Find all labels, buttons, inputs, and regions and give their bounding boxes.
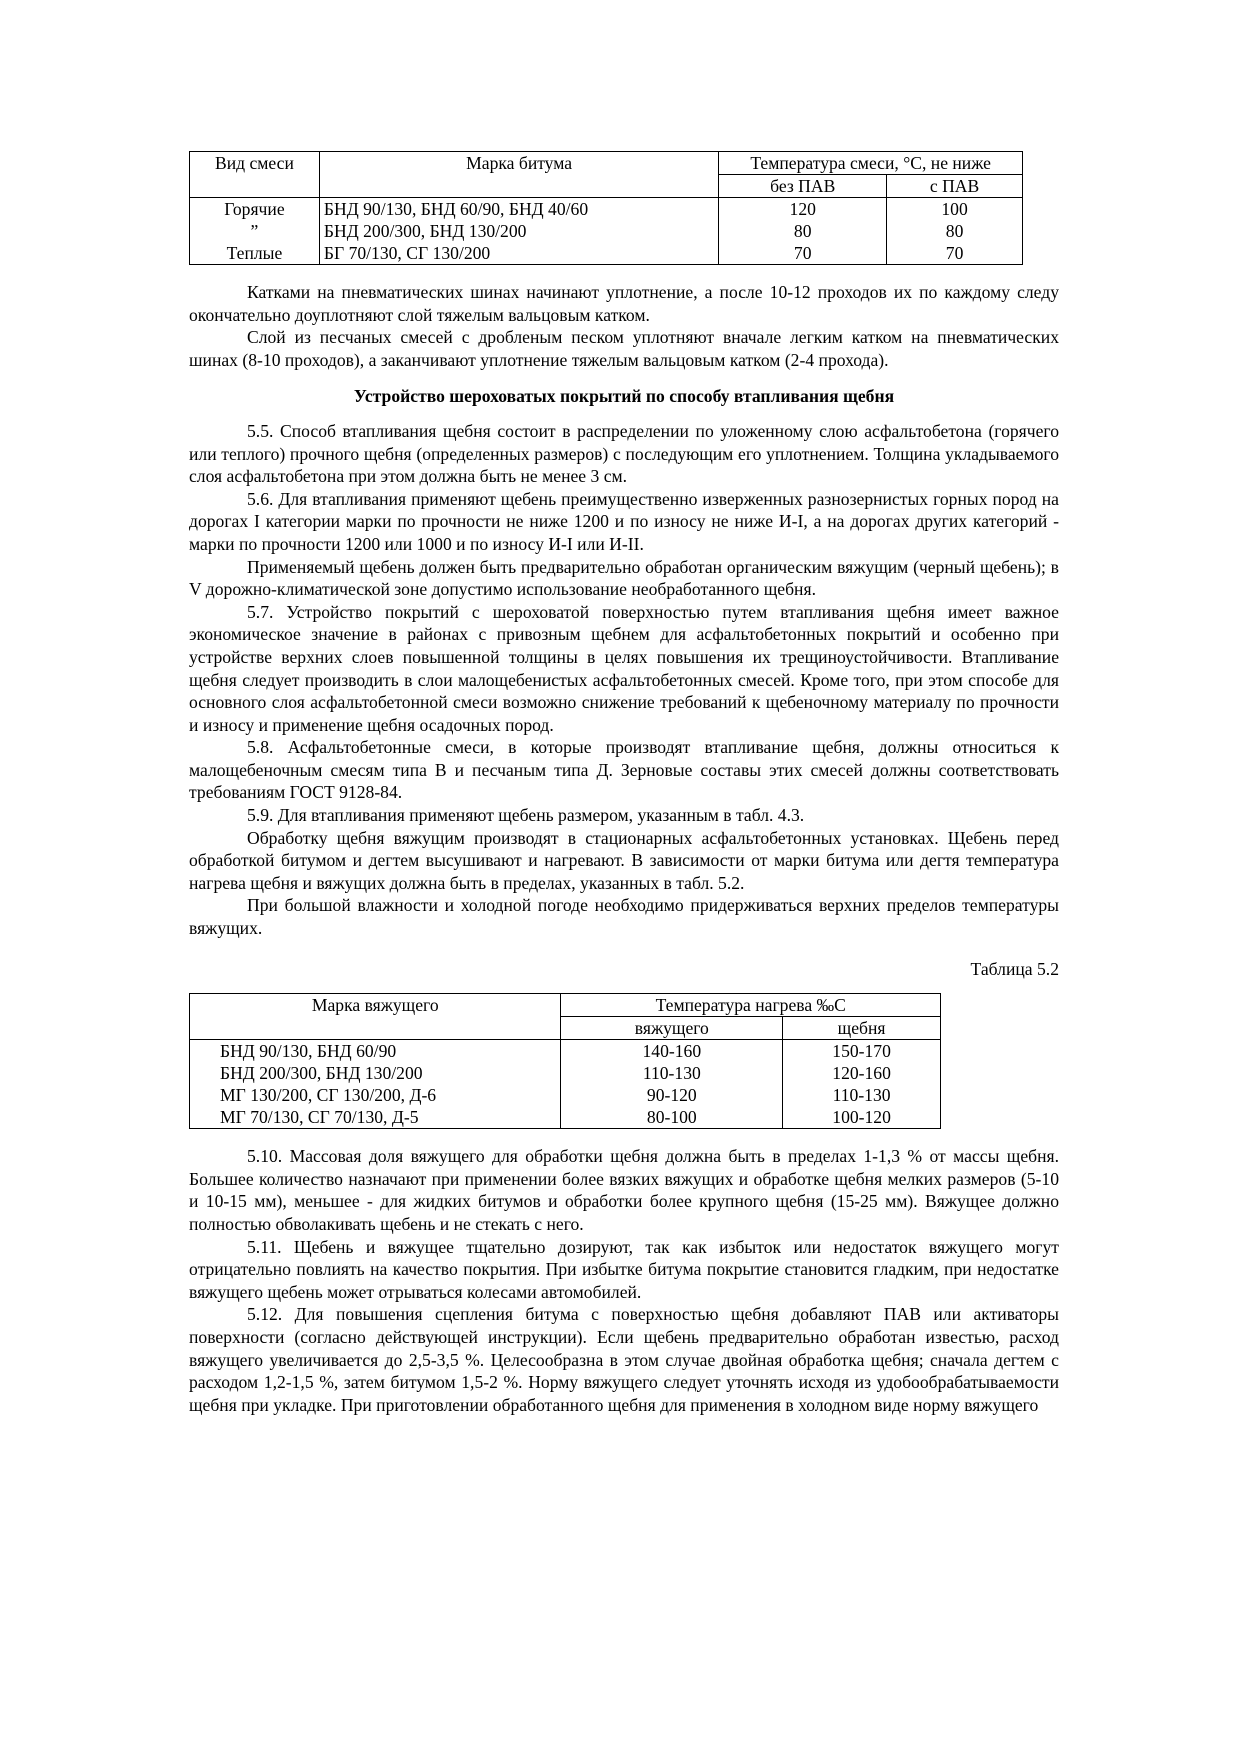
table2-body-grade: БНД 90/130, БНД 60/90 БНД 200/300, БНД 130/200 МГ 130/200, СГ 130/200, Д-6 МГ 70/130, СГ 70/130, Д-5 [190,1040,561,1129]
paragraph: 5.8. Асфальтобетонные смеси, в которые производят втапливание щебня, должны относиться к малощебеночным смесям типа В и песчаным типа Д. Зерновые составы этих смесей должны соответствовать требованиям ГОСТ 9128-84. [189,737,1059,803]
paragraph: 5.10. Массовая доля вяжущего для обработки щебня должна быть в пределах 1-1,3 % от массы щебня. Большее количество назначают при применении более вязких вяжущих и обработке щебня мелких размеров (5-10 и 10-15 мм), меньшее - для жидких битумов и обработки более крупного щебня (15-25 мм). Вяжущее должно полностью обволакивать щебень и не стекать с него. [189,1146,1059,1234]
table1-body-bitumen: БНД 90/130, БНД 60/90, БНД 40/60 БНД 200/300, БНД 130/200 БГ 70/130, СГ 130/200 [319,198,718,265]
table2-body-stone: 150-170 120-160 110-130 100-120 [783,1040,941,1129]
paragraph: 5.6. Для втапливания применяют щебень преимущественно изверженных разнозернистых горных пород на дорогах I категории марки по прочности не ниже 1200 и по износу не ниже И-I, а на дорогах других категорий - марки по прочности 1200 или 1000 и по износу И-I или И-II. [189,488,1059,554]
paragraph: При большой влажности и холодной погоде необходимо придерживаться верхних пределов температуры вяжущих. [189,895,1059,939]
table2-header-temperature: Температура нагрева ‰С [561,994,941,1017]
table1-header-with-surfactant: с ПАВ [887,175,1023,198]
paragraph: Обработку щебня вяжущим производят в стационарных асфальтобетонных установках. Щебень перед обработкой битумом и дегтем высушивают и нагревают. В зависимости от марки битума или дегтя температура нагрева щебня и вяжущих должна быть в пределах, указанных в табл. 5.2. [189,827,1059,893]
mix-temperature-table [189,151,1023,265]
table-row [190,198,1023,265]
table1-body-with: 100 80 70 [887,198,1023,265]
paragraph: Катками на пневматических шинах начинают уплотнение, а после 10-12 проходов их по каждому следу окончательно доуплотняют слой тяжелым вальцовым катком. [189,282,1059,325]
section-heading: Устройство шероховатых покрытий по способу втапливания щебня [353,386,895,407]
table1-header-temperature: Температура смеси, °С, не ниже [719,152,1023,175]
table2-header-binder-grade: Марка вяжущего [190,994,561,1040]
paragraph: Применяемый щебень должен быть предварительно обработан органическим вяжущим (черный щебень); в V дорожно-климатической зоне допустимо использование необработанного щебня. [189,556,1059,600]
heating-temperature-table [189,993,941,1129]
document-page [189,151,1059,1416]
paragraph: 5.11. Щебень и вяжущее тщательно дозируют, так как избыток или недостаток вяжущего могут отрицательно повлиять на качество покрытия. При избытке битума покрытие становится гладким, при недостатке вяжущего щебень может отрываться колесами автомобилей. [189,1236,1059,1302]
table1-header-without-surfactant: без ПАВ [719,175,887,198]
paragraph: 5.9. Для втапливания применяют щебень размером, указанным в табл. 4.3. [247,805,805,826]
paragraph: 5.5. Способ втапливания щебня состоит в распределении по уложенному слою асфальтобетона (горячего или теплого) прочного щебня (определенных размеров) с последующим его уплотнением. Толщина укладываемого слоя асфальтобетона при этом должна быть не менее 3 см. [189,420,1059,487]
table1-header-bitumen: Марка битума [319,152,718,198]
table1-body-without: 120 80 70 [719,198,887,265]
table-row [190,1040,941,1129]
table2-body-binder: 140-160 110-130 90-120 80-100 [561,1040,783,1129]
paragraph: 5.12. Для повышения сцепления битума с поверхностью щебня добавляют ПАВ или активаторы поверхности (согласно действующей инструкции). Если щебень предварительно обработан известью, расход вяжущего увеличивается до 2,5-3,5 %. Целесообразна в этом случае двойная обработка щебня; сначала дегтем с расходом 1,2-1,5 %, затем битумом 1,5-2 %. Норму вяжущего следует уточнять исходя из удобообрабатываемости щебня при укладке. При приготовлении обработанного щебня для применения в холодном виде норму вяжущего [189,1304,1059,1415]
table-caption: Таблица 5.2 [970,958,1059,979]
table1-header-mix-type: Вид смеси [190,152,320,198]
table1-body-type: Горячие ” Теплые [190,198,320,265]
table2-header-binder: вяжущего [561,1017,783,1040]
table2-header-stone: щебня [783,1017,941,1040]
paragraph: Слой из песчаных смесей с дробленым песком уплотняют вначале легким катком на пневматических шинах (8-10 проходов), а заканчивают уплотнение тяжелым вальцовым катком (2-4 прохода). [189,327,1059,370]
paragraph: 5.7. Устройство покрытий с шероховатой поверхностью путем втапливания щебня имеет важное экономическое значение в районах с привозным щебнем для асфальтобетонных покрытий и особенно при устройстве верхних слоев повышенной толщины в целях повышения их трещиноустойчивости. Втапливание щебня следует производить в слои малощебенистых асфальтобетонных смесей. Кроме того, при этом способе для основного слоя асфальтобетонной смеси возможно снижение требований к щебеночному материалу по прочности и износу и применение щебня осадочных пород. [189,601,1059,735]
